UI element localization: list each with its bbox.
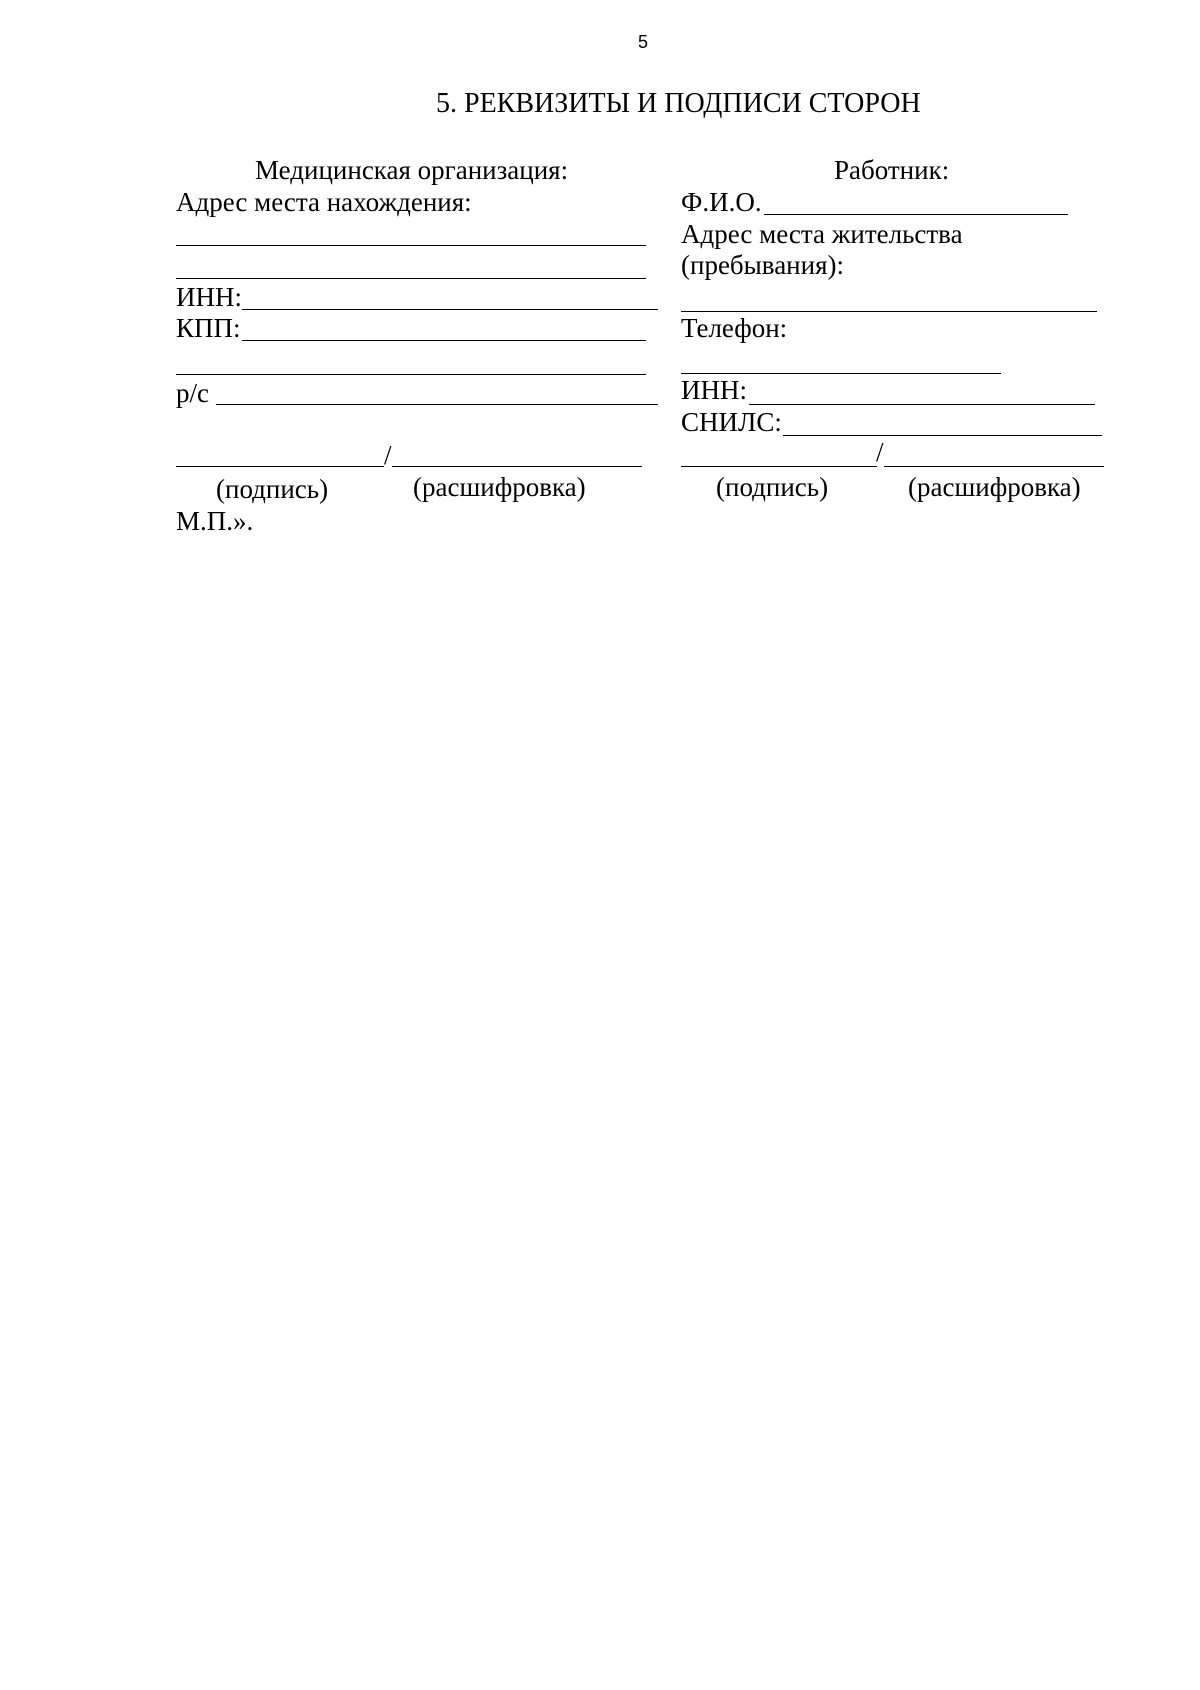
right-phone-line [681, 373, 1001, 374]
right-signature-slash: / [876, 437, 884, 467]
left-address-line-2 [176, 278, 646, 279]
left-signature-line [176, 466, 384, 467]
right-signature-caption: (подпись) [716, 472, 829, 502]
right-fio-label: Ф.И.О. [681, 187, 762, 217]
right-inn-label: ИНН: [681, 375, 747, 405]
right-snils-label: СНИЛС: [681, 407, 782, 437]
left-account-line [216, 404, 658, 405]
right-phone-label: Телефон: [681, 313, 788, 343]
right-heading: Работник: [834, 155, 950, 185]
left-kpp-label: КПП: [176, 313, 241, 343]
right-address-label-1: Адрес места жительства [681, 219, 963, 249]
right-address-label-2: (пребывания): [681, 250, 844, 280]
left-decryption-line [392, 466, 642, 467]
right-inn-line [749, 404, 1095, 405]
left-kpp-line [242, 340, 646, 341]
left-heading: Медицинская организация: [255, 155, 569, 185]
right-decryption-line [884, 466, 1104, 467]
section-title: 5. РЕКВИЗИТЫ И ПОДПИСИ СТОРОН [436, 88, 921, 119]
page-number: 5 [638, 32, 649, 52]
left-inn-line [242, 309, 658, 310]
stamp-placeholder: М.П.». [176, 506, 254, 536]
left-inn-label: ИНН: [176, 282, 242, 312]
left-signature-slash: / [384, 440, 392, 470]
right-snils-line [783, 435, 1102, 436]
right-signature-line [681, 466, 877, 467]
left-extra-line [176, 374, 646, 375]
left-address-line-1 [176, 245, 646, 246]
left-signature-caption: (подпись) [216, 474, 329, 504]
right-decryption-caption: (расшифровка) [908, 472, 1081, 502]
left-address-label: Адрес места нахождения: [176, 187, 472, 217]
right-fio-line [764, 214, 1068, 215]
right-address-line [681, 311, 1097, 312]
left-decryption-caption: (расшифровка) [413, 472, 586, 502]
left-account-label: р/с [176, 378, 209, 408]
